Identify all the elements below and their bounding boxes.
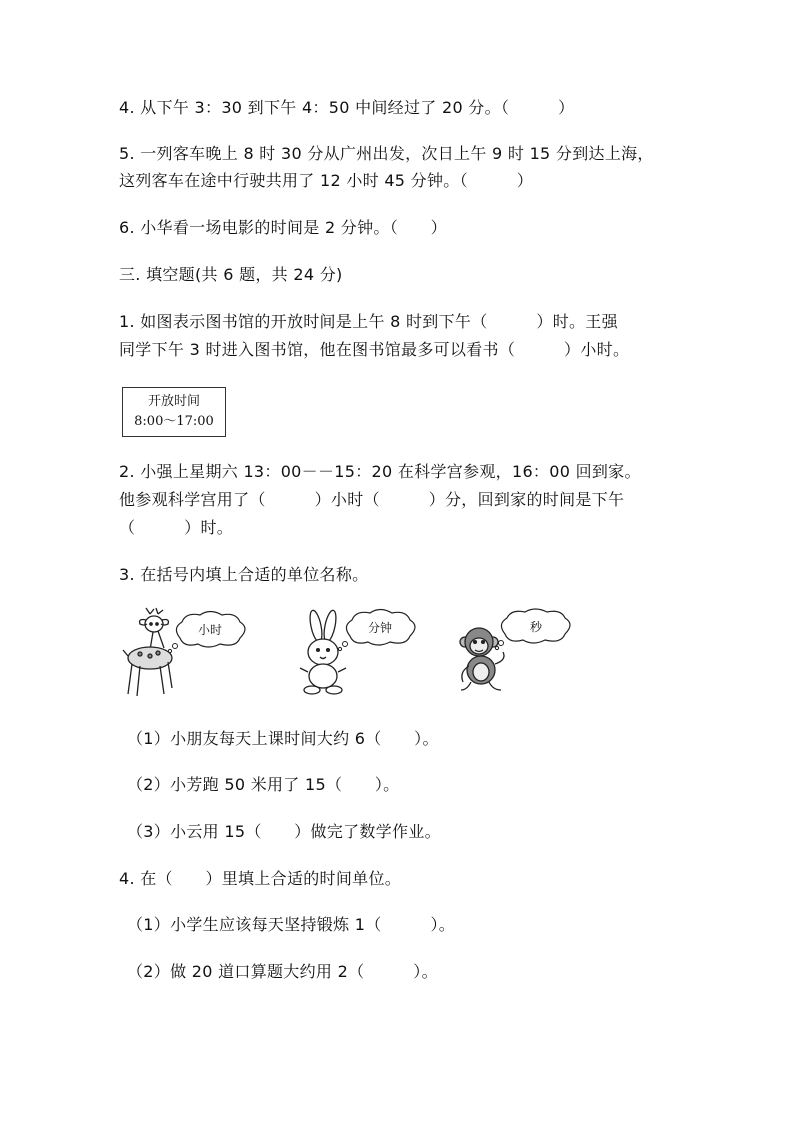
deer-speech-bubble — [168, 612, 245, 653]
bubble-label-second: 秒 — [529, 620, 543, 634]
monkey-figure — [455, 608, 585, 693]
section-heading: 三. 填空题(共 6 题，共 24 分) — [119, 265, 343, 284]
fill-question-4-sub-2: （2）做 20 道口算题大约用 2（ ）。 — [127, 962, 438, 981]
fill-question-1-line-1: 1. 如图表示图书馆的开放时间是上午 8 时到下午（ ）时。王强 — [119, 312, 618, 331]
judgement-question-5-line-1: 5. 一列客车晚上 8 时 30 分从广州出发，次日上午 9 时 15 分到达上海， — [119, 144, 654, 163]
bubble-label-hour: 小时 — [197, 623, 223, 637]
bubble-label-minute: 分钟 — [367, 621, 393, 635]
fill-question-1-line-2: 同学下午 3 时进入图书馆，他在图书馆最多可以看书（ ）小时。 — [119, 340, 630, 359]
opening-hours-time: 8:00～17:00 — [134, 414, 214, 429]
fill-question-3: 3. 在括号内填上合适的单位名称。 — [119, 565, 369, 584]
rabbit-illustration — [300, 609, 346, 694]
rabbit-speech-bubble — [338, 610, 415, 651]
opening-hours-title: 开放时间 — [147, 394, 200, 409]
deer-illustration — [123, 608, 172, 696]
fill-question-3-sub-1: （1）小朋友每天上课时间大约 6（ ）。 — [127, 729, 439, 748]
fill-question-2-line-2: 他参观科学宫用了（ ）小时（ ）分，回到家的时间是下午 — [119, 490, 625, 509]
fill-question-4-sub-1: （1）小学生应该每天坚持锻炼 1（ ）。 — [127, 915, 456, 934]
fill-question-4: 4. 在（ ）里填上合适的时间单位。 — [119, 869, 402, 888]
fill-question-3-sub-2: （2）小芳跑 50 米用了 15（ ）。 — [127, 775, 400, 794]
judgement-question-5-line-2: 这列客车在途中行驶共用了 12 小时 45 分钟。（ ） — [119, 171, 534, 190]
deer-figure — [120, 606, 270, 701]
judgement-question-6: 6. 小华看一场电影的时间是 2 分钟。（ ） — [119, 218, 447, 237]
fill-question-3-sub-3: （3）小云用 15（ ）做完了数学作业。 — [127, 822, 441, 841]
rabbit-figure — [288, 606, 438, 696]
monkey-speech-bubble — [495, 609, 570, 650]
judgement-question-4: 4. 从下午 3：30 到下午 4：50 中间经过了 20 分。（ ） — [119, 98, 575, 117]
monkey-illustration — [460, 628, 504, 690]
fill-question-2-line-1: 2. 小强上星期六 13：00－－15：20 在科学宫参观，16：00 回到家。 — [119, 462, 641, 481]
opening-hours-box — [122, 387, 226, 437]
fill-question-2-line-3: （ ）时。 — [119, 518, 234, 537]
